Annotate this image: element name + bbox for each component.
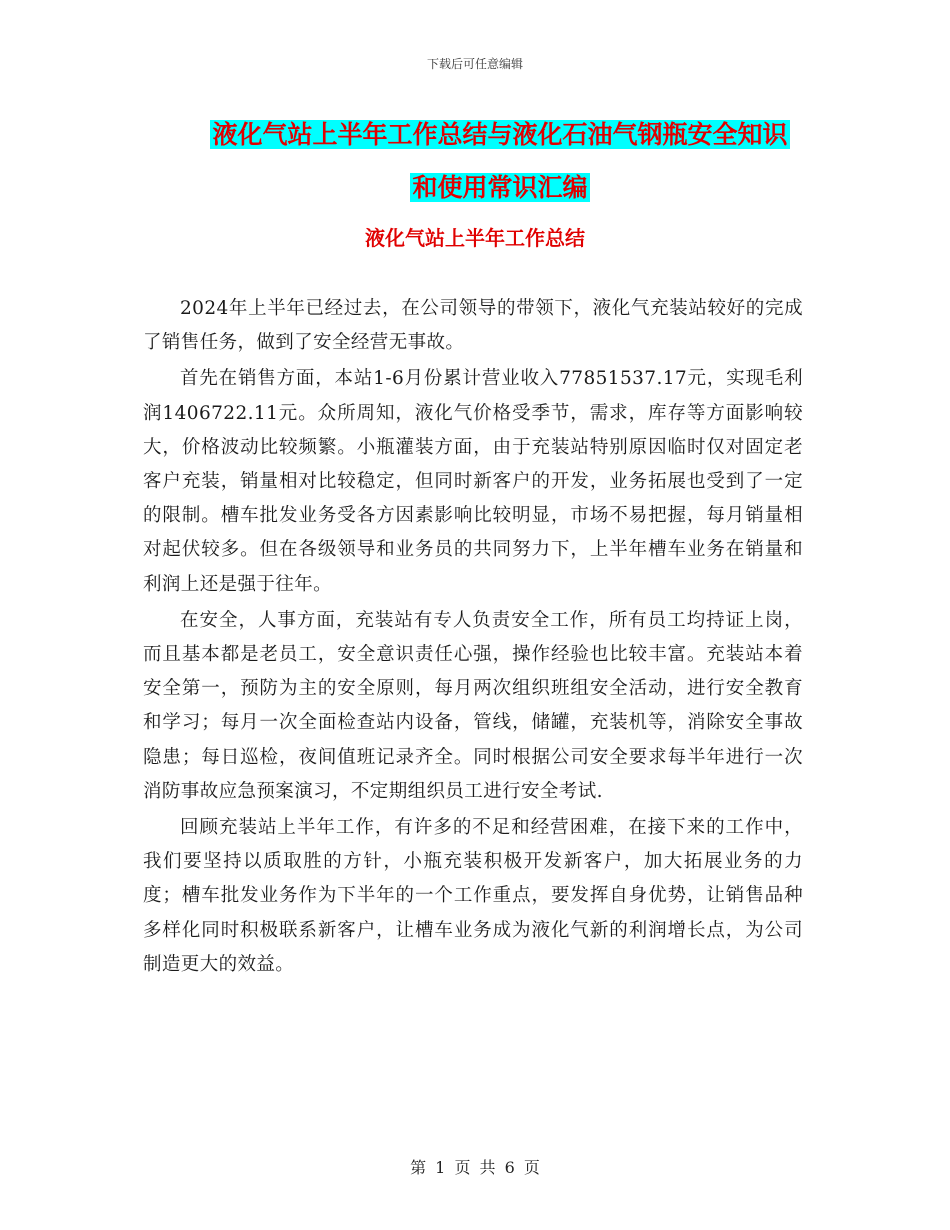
header-note: 下载后可任意编辑 xyxy=(426,57,523,71)
body-text xyxy=(143,292,803,984)
document-title-line1: 液化气站上半年工作总结与液化石油气钢瓶安全知识 xyxy=(212,120,788,149)
paragraph: 首先在销售方面，本站1-6月份累计营业收入77851537.17元，实现毛利润1406722.11元。众所周知，液化气价格受季节，需求，库存等方面影响较大，价格波动比较频繁。小瓶灌装方面，由于充装站特别原因临时仅对固定老客户充装，销量相对比较稳定，但同时新客户的开发，业务拓展也受到了一定的限制。槽车批发业务受各方因素影响比较明显，市场不易把握，每月销量相对起伏较多。但在各级领导和业务员的共同努力下，上半年槽车业务在销量和利润上还是强于往年。 xyxy=(143,368,803,595)
page-footer: 第 1 页 共 6 页 xyxy=(410,1158,540,1177)
paragraph: 2024年上半年已经过去，在公司领导的带领下，液化气充装站较好的完成了销售任务，做到了安全经营无事故。 xyxy=(143,298,803,354)
paragraph: 在安全，人事方面，充装站有专人负责安全工作，所有员工均持证上岗，而且基本都是老员工，安全意识责任心强，操作经验也比较丰富。充装站本着安全第一，预防为主的安全原则，每月两次组织班组安全活动，进行安全教育和学习；每月一次全面检查站内设备，管线，储罐，充装机等，消除安全事故隐患；每日巡检，夜间值班记录齐全。同时根据公司安全要求每半年进行一次消防事故应急预案演习，不定期组织员工进行安全考试. xyxy=(143,609,803,802)
section-title: 液化气站上半年工作总结 xyxy=(365,226,585,250)
document-title xyxy=(140,108,860,214)
document-title-line2: 和使用常识汇编 xyxy=(412,173,588,202)
paragraph: 回顾充装站上半年工作，有许多的不足和经营困难，在接下来的工作中，我们要坚持以质取胜的方针，小瓶充装积极开发新客户，加大拓展业务的力度；槽车批发业务作为下半年的一个工作重点，要发挥自身优势，让销售品种多样化同时积极联系新客户，让槽车业务成为液化气新的利润增长点，为公司制造更大的效益。 xyxy=(143,817,803,975)
